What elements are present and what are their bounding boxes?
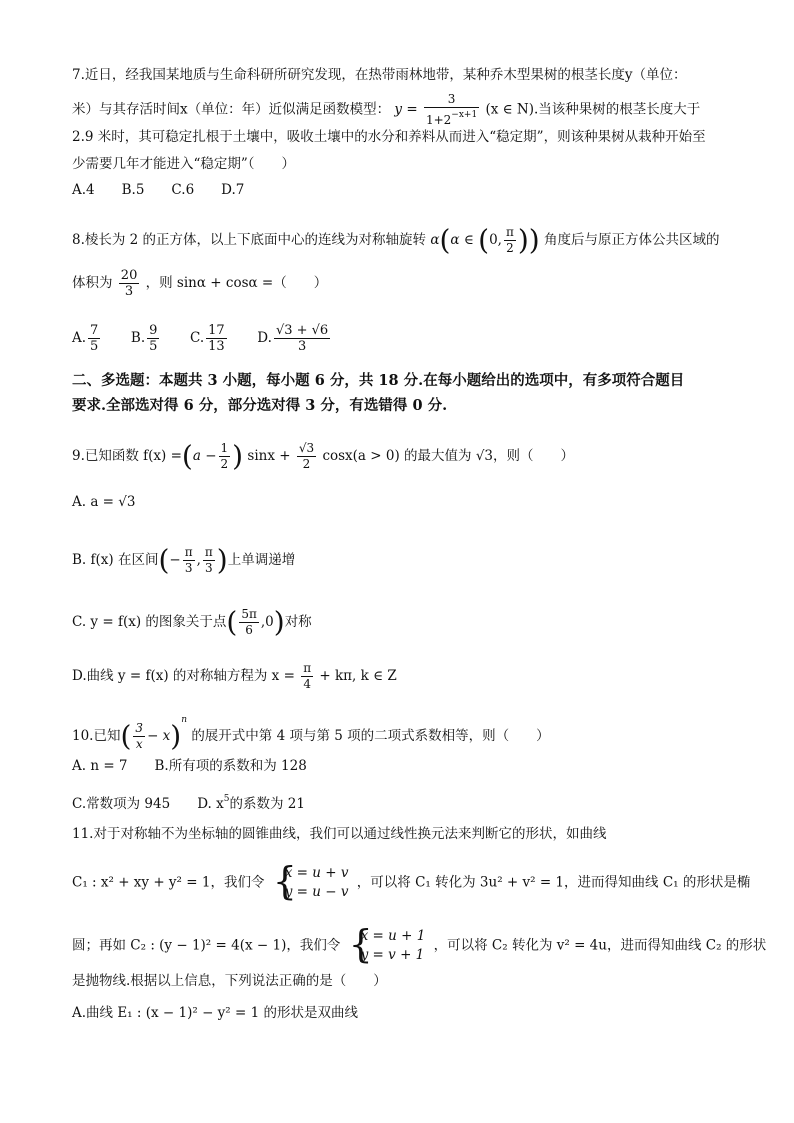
q9-b-left-den: 3 (184, 561, 193, 575)
q10-frac (133, 721, 145, 752)
section2-heading-line2: 要求.全部选对得 6 分，部分选对得 3 分，有选错得 0 分. (72, 397, 448, 414)
q10-option-d-tail: 的系数为 21 (229, 796, 305, 812)
q7-line4: 少需要几年才能进入“稳定期”（ ） (72, 156, 296, 172)
q9-option-c: C. y = f(x) 的图象关于点( $\frac{5\pi}{6}$ ,0)对称 (72, 605, 312, 639)
q9-d-num: π (303, 661, 312, 675)
q8-line1-text: 8.棱长为 2 的正方体，以上下底面中心的连线为对称轴旋转 (72, 232, 427, 248)
q11-sys1-row1: x = u + v (284, 865, 349, 881)
q10-stem-tail: 的展开式中第 4 项与第 5 项的二项式系数相等，则（ ） (191, 728, 550, 744)
q11-line3-text: 圆；再如 C₂ : (y − 1)² = 4(x − 1)，我们令 (72, 937, 341, 954)
q10-paren-close: ) (170, 719, 182, 753)
q8-option-b (147, 323, 159, 354)
q8-a-den: 5 (90, 339, 99, 354)
q8-in: α ∈ (450, 232, 479, 248)
q11-line3 (72, 922, 767, 966)
q8-vol-num: 20 (120, 268, 138, 283)
q8-b-den: 5 (149, 339, 158, 354)
q8-option-d (274, 323, 330, 354)
q10-option-c: C.常数项为 945 (72, 796, 198, 812)
q9-sqrt3-half (297, 441, 316, 472)
q8-interval-left: 0, (489, 232, 502, 248)
q11-line4: 是抛物线.根据以上信息，下列说法正确的是（ ） (72, 973, 387, 989)
q11-sys1-row2: y = u − v (284, 884, 349, 900)
q8-option-c-label: C. (190, 330, 205, 346)
q8-alpha: α (430, 232, 440, 248)
q9-r-den: 2 (302, 457, 311, 471)
q9-option-a: A. a = √3 (72, 494, 136, 510)
q8-options (72, 323, 332, 354)
q9-b-left-num: π (184, 545, 193, 559)
q9-option-c-tail: 对称 (284, 614, 312, 630)
q9-c-num: 5π (241, 607, 257, 621)
q9-r-num: √3 (298, 441, 315, 455)
q10-options-ab: A. n = 7 B.所有项的系数和为 128 (72, 758, 307, 774)
q9-option-d-text: D.曲线 y = f(x) 的对称轴方程为 x = (72, 668, 295, 684)
q11-line2-tail: ，可以将 C₁ 转化为 3u² + v² = 1，进而得知曲线 C₁ 的形状是椭 (356, 874, 751, 891)
q9-stem (72, 441, 574, 472)
q9-c-paren-open: ( (226, 605, 238, 639)
q10-stem (72, 711, 550, 752)
q9-option-b-text: B. f(x) 在区间 (72, 552, 159, 568)
q9-half-num: 1 (220, 441, 229, 455)
q8-option-c (206, 323, 227, 354)
q9-a-minus: a − (192, 448, 217, 464)
q8-volume-fraction (119, 268, 140, 299)
q8-c-den: 13 (208, 339, 225, 354)
q8-option-d-label: D. (257, 330, 272, 346)
q8-pi-half (504, 225, 516, 256)
q9-stem-text: 9.已知函数 f(x) = (72, 448, 182, 464)
q8-interval-open: ( (478, 223, 490, 257)
q10-option-d-exp: 5 (223, 794, 230, 804)
q11-system-1: { x = u + v y = u − v (272, 859, 349, 903)
q7-line2 (72, 92, 700, 128)
q7-line2-text: 米）与其存活时间x（单位：年）近似满足函数模型： (72, 101, 391, 118)
q8-line1-tail: 角度后与原正方体公共区域的 (544, 232, 720, 248)
q9-option-b: B. f(x) 在区间(− $\frac{\pi}{3}$ , $\frac{\pi}{3}$ )上单调递增 (72, 543, 296, 577)
q11-line1: 11.对于对称轴不为坐标轴的圆锥曲线，我们可以通过线性换元法来判断它的形状，如曲线 (72, 826, 607, 842)
q9-c-point (239, 607, 259, 638)
q8-option-a (88, 323, 100, 354)
q8-line1 (72, 225, 720, 256)
q7-line1: 7.近日，经我国某地质与生命科研所研究发现，在热带雨林地带，某种乔木型果树的根茎长度y（单位： (72, 67, 687, 83)
q9-b-paren-open: ( (158, 543, 170, 577)
q9-b-right-num: π (204, 545, 213, 559)
section2-heading-line1: 二、多选题：本题共 3 小题，每小题 6 分，共 18 分.在每小题给出的选项中，有多项符合题目 (72, 372, 685, 389)
q7-eq-y: y = (394, 101, 418, 118)
q8-line2 (72, 268, 327, 299)
q10-num: 3 (135, 721, 144, 735)
q8-a-num: 7 (90, 323, 99, 338)
q7-den-exp: −x+1 (451, 110, 478, 120)
q7-frac-num: 3 (424, 92, 479, 108)
q8-interval-close: ) (517, 223, 529, 257)
q10-stem-text: 10.已知 (72, 728, 121, 744)
q8-line2-tail: ，则 sinα + cosα =（ ） (145, 275, 328, 291)
q10-paren-open: ( (120, 719, 132, 753)
q11-line3-tail: ，可以将 C₂ 转化为 v² = 4u，进而得知曲线 C₂ 的形状 (433, 937, 767, 954)
q7-options: A.4 B.5 C.6 D.7 (72, 182, 245, 198)
q9-d-frac (301, 661, 313, 692)
q9-c-den: 6 (245, 623, 253, 637)
q9-half-den: 2 (220, 457, 229, 471)
q7-line3: 2.9 米时，其可稳定扎根于土壤中，吸收土壤中的水分和养料从而进入“稳定期”，则该种果树从栽种开始至 (72, 129, 706, 145)
q7-fraction (424, 92, 479, 128)
q7-den-base: 1+2 (425, 113, 452, 127)
q8-d-num: √3 + √6 (275, 323, 329, 338)
q8-vol-den: 3 (124, 284, 134, 299)
q9-paren-open: ( (181, 439, 193, 473)
q7-line2-tail: (x ∈ N).当该种果树的根茎长度大于 (485, 101, 701, 118)
q8-c-num: 17 (208, 323, 225, 338)
q9-option-d-tail: + kπ, k ∈ Z (319, 668, 397, 684)
q11-option-a: A.曲线 E₁ : (x − 1)² − y² = 1 的形状是双曲线 (72, 1005, 358, 1021)
q10-minus-x: − x (147, 728, 171, 744)
q8-pi-num: π (505, 225, 514, 239)
q8-b-num: 9 (149, 323, 158, 338)
q9-b-right-den: 3 (205, 561, 213, 575)
q11-line2 (72, 859, 751, 903)
q10-exponent-n: n (181, 715, 188, 725)
q8-d-den: 3 (297, 339, 307, 354)
q8-paren-open: ( (439, 223, 451, 257)
q10-den: x (135, 737, 143, 751)
q9-half (219, 441, 231, 472)
q9-sin: sinx + (247, 448, 291, 464)
q9-c-paren-close: ) (273, 605, 285, 639)
q11-sys2-row1: x = u + 1 (360, 928, 426, 944)
q11-system-2: { x = u + 1 y = v + 1 (348, 922, 426, 966)
q9-paren-close: ) (232, 439, 244, 473)
q8-option-b-label: B. (130, 330, 146, 346)
q11-sys2-row2: y = v + 1 (360, 947, 425, 963)
q10-option-d: D. x (197, 796, 224, 812)
q9-option-d (72, 661, 397, 692)
q8-pi-den: 2 (506, 241, 514, 255)
q7-frac-den (424, 108, 479, 128)
q9-cos-tail: cosx(a > 0) 的最大值为 √3，则（ ） (322, 448, 575, 464)
q9-option-c-text: C. y = f(x) 的图象关于点 (72, 614, 227, 630)
q9-option-b-tail: 上单调递增 (227, 552, 296, 568)
q9-d-den: 4 (303, 677, 311, 691)
q9-b-right (203, 545, 215, 576)
q8-line2-text: 体积为 (72, 275, 113, 291)
q9-b-left (183, 545, 195, 576)
q11-line2-text: C₁ : x² + xy + y² = 1，我们令 (72, 874, 265, 891)
q8-paren-close: ) (528, 223, 540, 257)
q8-option-a-label: A. (72, 330, 87, 346)
q9-b-paren-close: ) (216, 543, 228, 577)
q10-options-cd (72, 790, 305, 813)
